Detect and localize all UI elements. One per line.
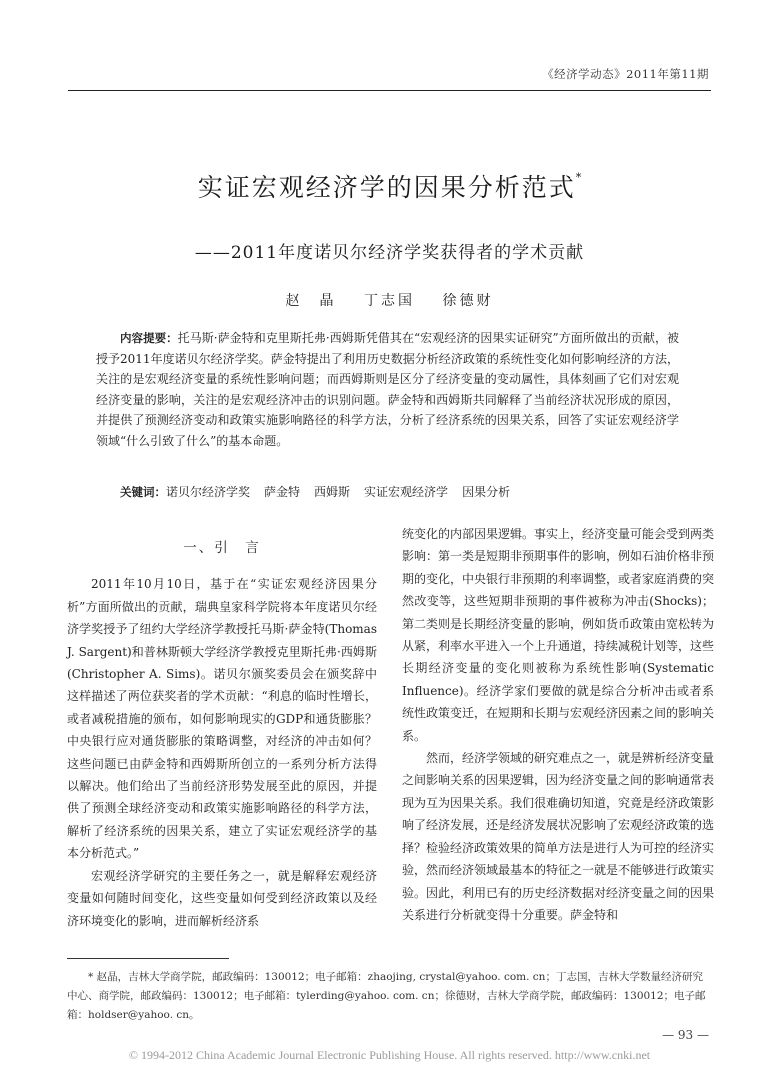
keyword: 萨金特 xyxy=(264,485,301,499)
abstract-text: 托马斯·萨金特和克里斯托弗·西姆斯凭借其在“宏观经济的因果实证研究”方面所做出的贡献，被授予2011年度诺贝尔经济学奖。萨金特提出了利用历史数据分析经济政策的系统性变化如何影响经济的方法，关注的是宏观经济变量的系统性影响问题；而西姆斯则是区分了经济变量的变动属性，具体刻画了它们对宏观经济变量的影响，关注的是宏观经济冲击的识别问题。萨金特和西姆斯共同解释了当前经济状况形成的原因，并提供了预测经济变动和政策实施影响路径的科学方法，分析了经济系统的因果关系，回答了实证宏观经济学领域“什么引致了什么”的基本命题。 xyxy=(96,331,680,448)
copyright-watermark: © 1994-2012 China Academic Journal Electronic Publishing House. All rights reserved. http://www.cnki.net xyxy=(128,1048,651,1062)
keyword: 因果分析 xyxy=(462,485,511,499)
article-subtitle: ——2011年度诺贝尔经济学奖获得者的学术贡献 xyxy=(194,243,585,263)
keywords xyxy=(120,483,679,500)
article-title-text: 实证宏观经济学的因果分析范式 xyxy=(197,173,576,202)
page-number: — 93 — xyxy=(662,1028,709,1042)
body-column-right xyxy=(402,523,714,926)
author-name: 丁志国 xyxy=(364,293,415,309)
body-column-left xyxy=(67,523,377,932)
section-heading: 一、引 言 xyxy=(183,540,261,556)
keyword: 西姆斯 xyxy=(314,485,351,499)
author-name: 赵 晶 xyxy=(285,293,337,309)
author-name: 徐德财 xyxy=(442,293,494,309)
keyword: 实证宏观经济学 xyxy=(364,485,449,499)
keyword: 诺贝尔经济学奖 xyxy=(166,485,251,499)
author-footnote: * 赵晶，吉林大学商学院，邮政编码：130012；电子邮箱：zhaojing, crystal@yahoo. com. cn；丁志国，吉林大学数量经济研究中心、商学院，邮政编码：130012；电子邮箱：tylerding@yahoo. com. cn；徐德财，吉林大学商学院，邮政编码：130012；电子邮箱：holdser@yahoo. cn。 xyxy=(67,971,706,1021)
abstract xyxy=(96,328,679,451)
body-paragraph: 然而，经济学领域的研究难点之一，就是辨析经济变量之间影响关系的因果逻辑，因为经济变量之间的影响通常表现为互为因果关系。我们很难确切知道，究竟是经济政策影响了经济发展，还是经济发展状况影响了宏观经济政策的选择？检验经济政策效果的简单方法是进行人为可控的经济实验，然而经济领域最基本的特征之一就是不能够进行政策实验。因此，利用已有的历史经济数据对经济变量之间的因果关系进行分析就变得十分重要。萨金特和 xyxy=(402,751,715,922)
header-rule xyxy=(68,90,711,91)
body-paragraph: 统变化的内部因果逻辑。事实上，经济变量可能会受到两类影响：第一类是短期非预期事件的影响，例如石油价格非预期的变化，中央银行非预期的利率调整，或者家庭消费的突然改变等，这些短期非预期的事件被称为冲击(Shocks)；第二类则是长期经济变量的影响，例如货币政策由宽松转为从紧，利率水平进入一个上升通道，持续减税计划等，这些长期经济变量的变化则被称为系统性影响(Systematic Influence)。经济学家们要做的就是综合分析冲击或者系统性政策变迁，在短期和长期与宏观经济因素之间的影响关系。 xyxy=(402,527,715,743)
keywords-label: 关键词： xyxy=(120,485,166,499)
body-paragraph: 宏观经济学研究的主要任务之一，就是解释宏观经济变量如何随时间变化，这些变量如何受到经济政策以及经济环境变化的影响，进而解析经济系 xyxy=(67,868,377,928)
article-title xyxy=(0,168,779,204)
author-list xyxy=(0,290,779,310)
title-footnote-mark: * xyxy=(575,170,582,184)
abstract-label: 内容提要： xyxy=(120,331,178,345)
body-paragraph: 2011年10月10日，基于在“实证宏观经济因果分析”方面所做出的贡献，瑞典皇家科学院将本年度诺贝尔经济学奖授予了纽约大学经济学教授托马斯·萨金特(Thomas J. Sargent)和普林斯顿大学经济学教授克里斯托弗·西姆斯(Christopher A. Sims)。诺贝尔颁奖委员会在颁奖辞中这样描述了两位获奖者的学术贡献：“利息的临时性增长，或者减税措施的颁布，如何影响现实的GDP和通货膨胀？中央银行应对通货膨胀的策略调整，对经济的冲击如何？这些问题已由萨金特和西姆斯所创立的一系列分析方法得以解决。他们给出了当前经济形势发展至此的原因，并提供了预测全球经济变动和政策实施影响路径的科学方法，解析了经济系统的因果关系，建立了实证宏观经济学的基本分析范式。” xyxy=(67,577,377,861)
running-header: 《经济学动态》2011年第11期 xyxy=(542,67,709,81)
footnote-rule xyxy=(67,958,229,959)
